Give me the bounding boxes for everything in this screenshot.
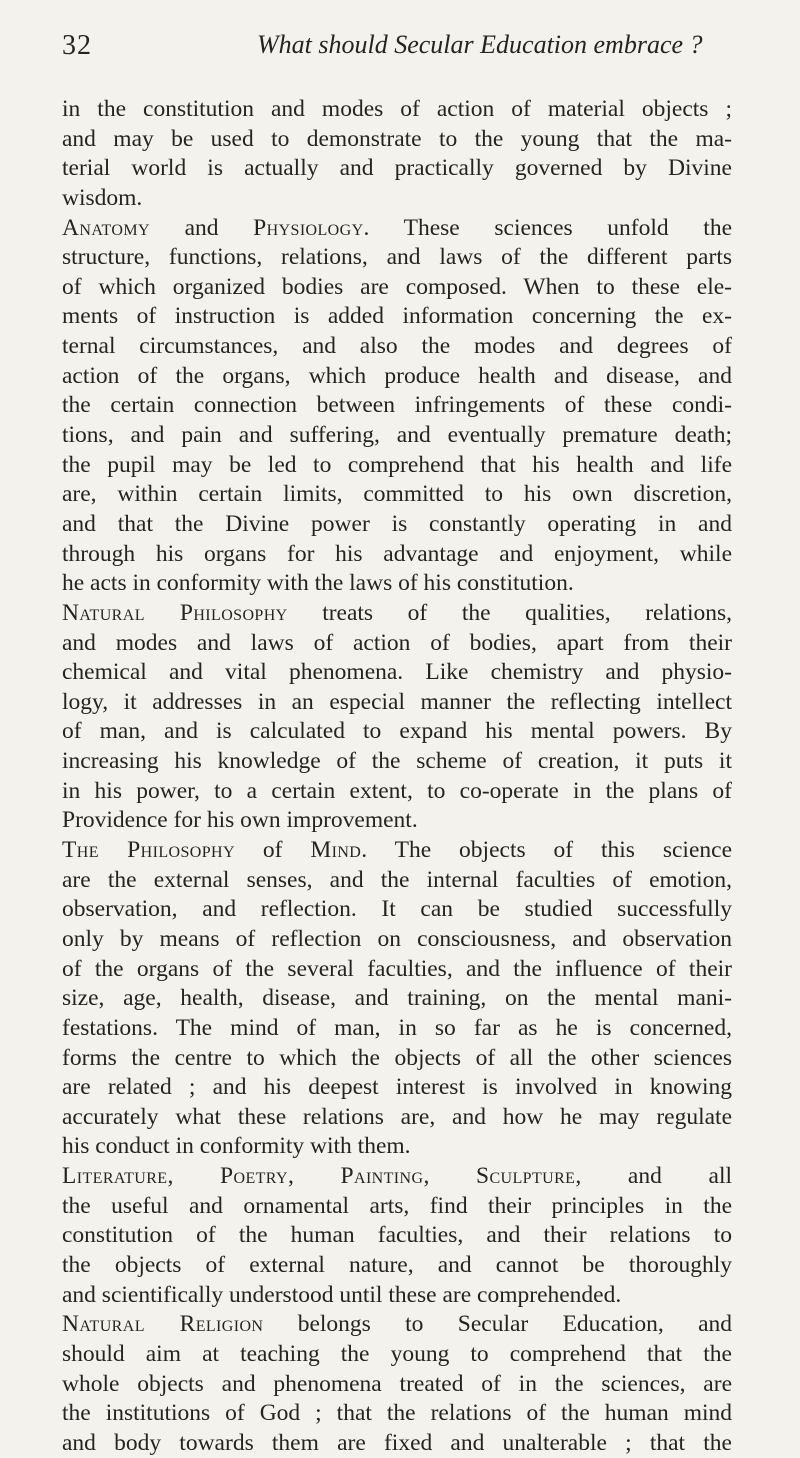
section-heading: The Philosophy (62, 837, 235, 864)
text-run: . The objects of this science (361, 837, 733, 864)
text-run: whole objects and phenomena treated of in the sciences, are (62, 1370, 732, 1397)
text-run: , (167, 1163, 221, 1190)
text-line (62, 717, 732, 747)
section-heading: Physiology (253, 214, 364, 241)
text-line (62, 984, 732, 1014)
text-run: of (234, 837, 311, 864)
text-line (62, 1132, 732, 1162)
text-line (62, 895, 732, 925)
text-run: forms the centre to which the objects of all the other sciences (62, 1044, 732, 1071)
text-run: his conduct in conformity with them. (62, 1133, 411, 1160)
text-line (62, 1370, 732, 1400)
section-heading: Poetry (220, 1163, 288, 1190)
text-run: . These sciences unfold the (363, 214, 732, 241)
text-run: festations. The mind of man, in so far as he is concerned, (62, 1014, 732, 1041)
text-run: the objects of external nature, and cannot be thoroughly (62, 1251, 732, 1278)
running-title: What should Secular Education embrace ? (257, 30, 703, 59)
text-run: of which organized bodies are composed. When to these ele- (62, 273, 732, 300)
text-run: , and all (575, 1163, 733, 1190)
text-line (62, 777, 732, 807)
text-run: action of the organs, which produce health and disease, and (62, 362, 732, 389)
text-run: the institutions of God ; that the relations of the human mind (62, 1400, 732, 1427)
page-number: 32 (62, 30, 92, 61)
text-run: treats of the qualities, relations, (287, 599, 732, 626)
text-line (62, 836, 732, 866)
text-line (62, 95, 732, 125)
text-line (62, 1162, 732, 1192)
text-line (62, 866, 732, 896)
text-run: and that the Divine power is constantly operating in and (62, 510, 732, 537)
text-run: ments of instruction is added information concerning the ex- (62, 303, 732, 330)
section-heading: Sculpture (476, 1163, 576, 1190)
text-run: chemical and vital phenomena. Like chemistry and physio- (62, 659, 732, 686)
text-run: of the organs of the several faculties, and the influence of their (62, 955, 732, 982)
text-run: ternal circumstances, and also the modes and degrees of (62, 333, 732, 360)
text-run: in his power, to a certain extent, to co-operate in the plans of (62, 777, 732, 804)
text-line (62, 214, 732, 244)
text-run: logy, it addresses in an especial manner the reflecting intellect (62, 688, 732, 715)
text-line (62, 332, 732, 362)
text-line (62, 1399, 732, 1429)
text-run: the certain connection between infringements of these condi- (62, 392, 732, 419)
text-line (62, 658, 732, 688)
text-run: in the constitution and modes of action of material objects ; (62, 96, 732, 122)
text-line (62, 273, 732, 303)
text-line (62, 302, 732, 332)
section-heading: Anatomy (62, 214, 150, 241)
text-line (62, 806, 732, 836)
text-run: only by means of reflection on consciousness, and observation (62, 925, 732, 952)
text-line (62, 154, 732, 184)
text-run: size, age, health, disease, and training, on the mental mani- (62, 985, 732, 1012)
text-line (62, 747, 732, 777)
text-line (62, 569, 732, 599)
text-run: belongs to Secular Education, and (263, 1311, 732, 1338)
text-run: structure, functions, relations, and laws of the different parts (62, 244, 732, 271)
text-line (62, 1281, 732, 1311)
text-line (62, 421, 732, 451)
text-run: are the external senses, and the internal faculties of emotion, (62, 866, 732, 893)
text-line (62, 629, 732, 659)
section-heading: Mind (310, 837, 362, 864)
section-heading: Natural Philosophy (62, 599, 288, 626)
text-line (62, 451, 732, 481)
text-run: wisdom. (62, 184, 143, 211)
text-line (62, 599, 732, 629)
text-line (62, 243, 732, 273)
text-line (62, 1014, 732, 1044)
text-line (62, 1044, 732, 1074)
text-run: and scientifically understood until these are comprehended. (62, 1281, 622, 1308)
text-line (62, 1429, 732, 1458)
text-line (62, 925, 732, 955)
text-run: should aim at teaching the young to comprehend that the (62, 1340, 732, 1367)
text-run: Providence for his own improvement. (62, 807, 418, 834)
text-line (62, 510, 732, 540)
text-run: are related ; and his deepest interest is involved in knowing (62, 1074, 732, 1101)
text-run: and (149, 214, 254, 241)
text-run: observation, and reflection. It can be studied successfully (62, 896, 732, 923)
text-line (62, 362, 732, 392)
text-run: , (287, 1163, 341, 1190)
text-line (62, 184, 732, 214)
text-run: the pupil may be led to comprehend that his health and life (62, 451, 732, 478)
text-line (62, 955, 732, 985)
text-run: and may be used to demonstrate to the young that the ma- (62, 125, 732, 152)
text-run: are, within certain limits, committed to his own discretion, (62, 481, 732, 508)
text-run: tions, and pain and suffering, and eventually premature death; (62, 422, 732, 449)
text-line (62, 540, 732, 570)
text-run: through his organs for his advantage and enjoyment, while (62, 540, 732, 567)
text-run: increasing his knowledge of the scheme of creation, it puts it (62, 748, 732, 775)
body-text (62, 95, 732, 1458)
text-run: of man, and is calculated to expand his mental powers. By (62, 718, 732, 745)
text-run: constitution of the human faculties, and their relations to (62, 1222, 732, 1249)
section-heading: Literature (62, 1163, 168, 1190)
text-line (62, 1192, 732, 1222)
text-run: he acts in conformity with the laws of his constitution. (62, 570, 574, 597)
text-run: , (423, 1163, 476, 1190)
text-line (62, 688, 732, 718)
text-run: and modes and laws of action of bodies, apart from their (62, 629, 732, 656)
text-line (62, 1221, 732, 1251)
text-line (62, 1103, 732, 1133)
text-run: terial world is actually and practically governed by Divine (62, 155, 732, 182)
text-line (62, 1340, 732, 1370)
text-run: the useful and ornamental arts, find their principles in the (62, 1192, 732, 1219)
text-line (62, 391, 732, 421)
text-line (62, 1073, 732, 1103)
section-heading: Natural Religion (62, 1311, 264, 1338)
text-run: and body towards them are fixed and unalterable ; that the (62, 1429, 732, 1456)
text-run: accurately what these relations are, and how he may regulate (62, 1103, 732, 1130)
running-head (62, 0, 732, 78)
text-line (62, 1251, 732, 1281)
text-line (62, 480, 732, 510)
text-line (62, 125, 732, 155)
section-heading: Painting (340, 1163, 424, 1190)
text-line (62, 1310, 732, 1340)
